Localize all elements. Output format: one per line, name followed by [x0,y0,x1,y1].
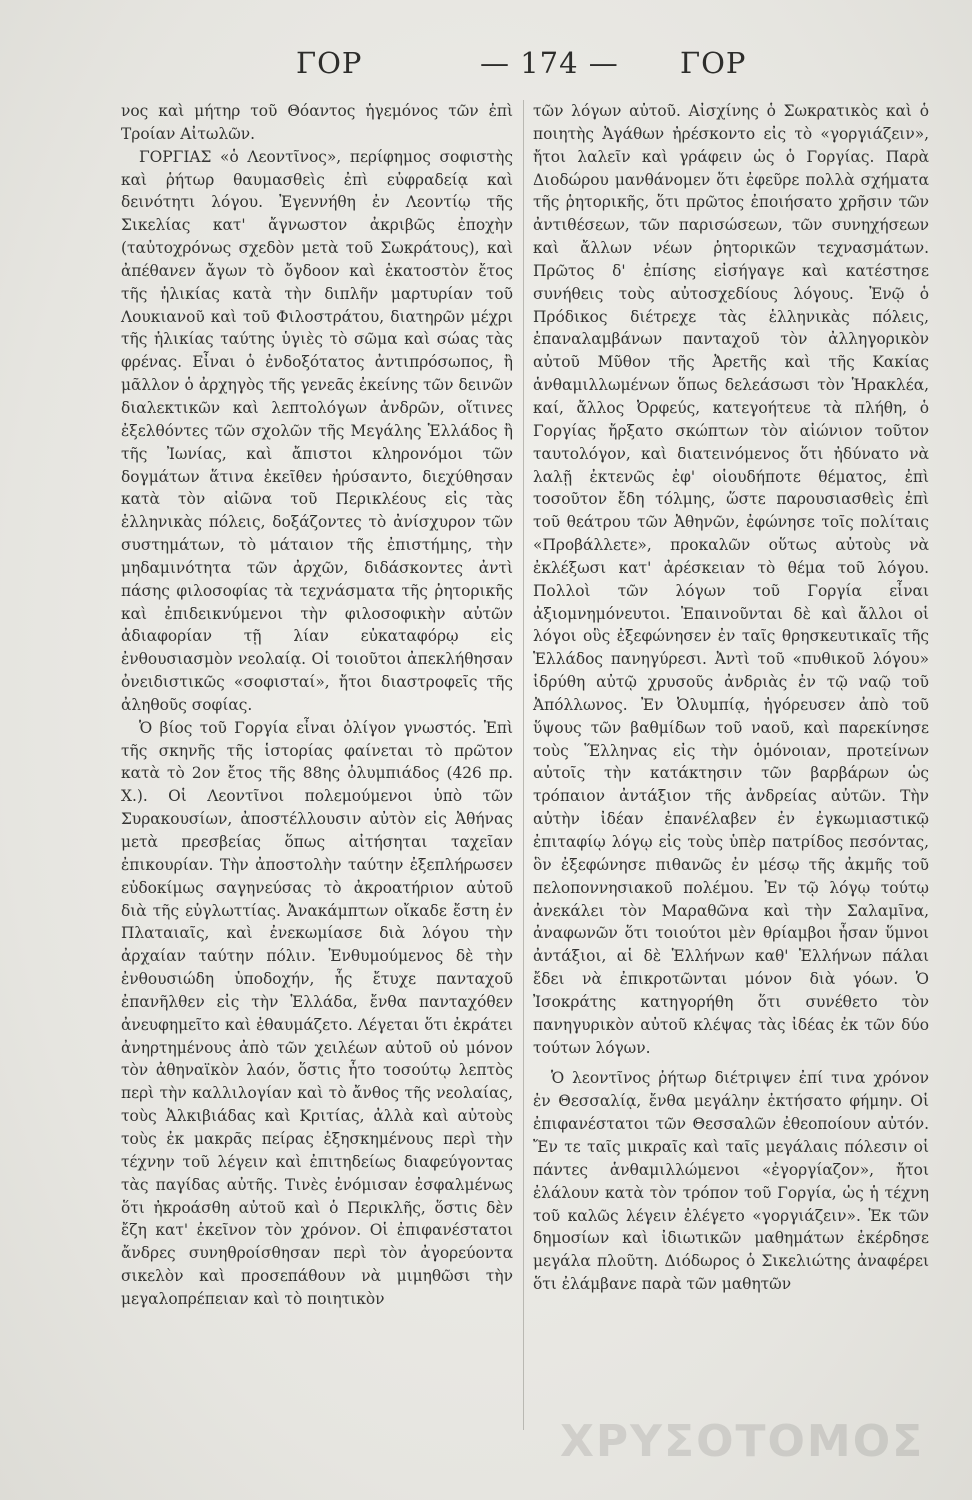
page-header [120,46,890,96]
running-head-left: ΓΟΡ [296,46,363,80]
right-column [533,100,929,1296]
page-number: — 174 — [480,46,619,80]
library-watermark: ΧΡΥΣΟΤΟΜΟΣ [560,1416,925,1467]
paragraph-continuation: νος καὶ μήτηρ τοῦ Θόαντος ἡγεμόνος τῶν ἐπὶ Τροίαν Αἰτωλῶν. [121,102,513,143]
left-column [121,100,513,1311]
column-divider [523,100,524,1430]
thessaly-paragraph: Ὁ λεοντῖνος ῥήτωρ διέτριψεν ἐπί τινα χρόνον ἐν Θεσσαλίᾳ, ἔνθα μεγάλην ἐκτήσατο φήμην. Οἱ ἐπιφανέστατοι τῶν Θεσσαλῶν ἐθεοποίουν αὐτόν. Ἔν τε ταῖς μικραῖς καὶ ταῖς μεγάλαις πόλεσιν οἱ πάντες ἁνθαμιλλώμενοι «ἐγοργίαζον», ἤτοι ἐλάλουν κατὰ τὸν τρόπον τοῦ Γοργία, ὡς ἡ τέχνη τοῦ καλῶς λέγειν ἐλέγετο «γοργιάζειν». Ἐκ τῶν δημοσίων καὶ ἰδιωτικῶν μαθημάτων ἐκέρδησε μεγάλα πλοῦτη. Διόδωρος ὁ Σικελιώτης ἀναφέρει ὅτι ἐλάμβανε παρὰ τῶν μαθητῶν [533,1069,929,1294]
paragraph-continuation-right: τῶν λόγων αὐτοῦ. Αἰσχίνης ὁ Σωκρατικὸς καὶ ὁ ποιητὴς Ἀγάθων ἠρέσκοντο εἰς τὸ «γοργιάζειν», ἤτοι λαλεῖν καὶ γράφειν ὡς ὁ Γοργίας. Παρὰ Διοδώρου μανθάνομεν ὅτι ἐφεῦρε πολλὰ σχήματα τῆς ῥητορικῆς, ὅτι πρῶτος ἐποιήσατο χρῆσιν τῶν ἀντιθέσεων, τῶν παρισώσεων, τῶν συνηχήσεων καὶ ἄλλων νέων ῥητορικῶν τεχνασμάτων. Πρῶτος δ' ἐπίσης εἰσήγαγε καὶ κατέστησε συνήθεις τοὺς αὐτοσχεδίους λόγους. Ἐνῷ ὁ Πρόδικος διέτρεχε τὰς ἑλληνικὰς πόλεις, ἐπαναλαμβάνων πανταχοῦ τὸν ἀλληγορικὸν αὐτοῦ Μῦθον τῆς Ἀρετῆς καὶ τῆς Κακίας ἁνθαμιλλωμένων ὅπως δελεάσωσι τὸν Ἡρακλέα, καί, ἄλλος Ὀρφεύς, κατεγοήτευε τὰ πλήθη, ὁ Γοργίας ἤρξατο σκώπτων τὸν αἰώνιον τοῦτον ταυτολόγον, καὶ διατεινόμενος ὅτι ἠδύνατο νὰ λαλῇ ἐκτενῶς ἐφ' οἱουδήποτε θέματος, ἐπὶ τοσοῦτον ἔδη τόλμης, ὥστε παρουσιασθεὶς ἐπὶ τοῦ θεάτρου τῶν Ἀθηνῶν, ἐφώνησε τοῖς πολίταις «Προβάλλετε», προκαλῶν οὕτως αὐτοὺς νὰ ἐκλέξωσι κατ' ἀρέσκειαν τὸ θέμα τοῦ λόγου. Πολλοὶ τῶν λόγων τοῦ Γοργία εἶναι ἀξιομνημόνευτοι. Ἐπαινοῦνται δὲ καὶ ἄλλοι οἱ λόγοι οὓς ἐξεφώνησεν ἐν ταῖς θρησκευτικαῖς τῆς Ἑλλάδος πανηγύρεσι. Ἀντὶ τοῦ «πυθικοῦ λόγου» ἱδρύθη αὐτῷ χρυσοῦς ἀνδριὰς ἐν τῷ ναῷ τοῦ Ἀπόλλωνος. Ἐν Ὀλυμπίᾳ, ἠγόρευσεν ἀπὸ τοῦ ὕψους τῶν βαθμίδων τοῦ ναοῦ, καὶ παρεκίνησε τοὺς Ἕλληνας εἰς τὴν ὁμόνοιαν, προτείνων αὐτοῖς τὴν κατάκτησιν τῶν βαρβάρων ὡς τρόπαιον ἀντάξιον τῆς ἀνδρείας αὐτῶν. Τὴν αὐτὴν ἰδέαν ἐπανέλαβεν ἐν ἐγκωμιαστικῷ ἐπιταφίῳ λόγῳ εἰς τοὺς ὑπὲρ πατρίδος πεσόντας, ὃν ἐξεφώνησε πιθανῶς ἐν μέσῳ τῆς ἀκμῆς τοῦ πελοποννησιακοῦ πολέμου. Ἐν τῷ λόγῳ τούτῳ ἀνεκάλει τὸν Μαραθῶνα καὶ τὴν Σαλαμῖνα, ἀναφωνῶν ὅτι τοιούτοι μὲν θρίαμβοι ἦσαν ὕμνοι ἀντάξιοι, αἱ δὲ Ἑλλήνων καθ' Ἑλλήνων πάλαι ἔδει νὰ ἐπικροτῶνται μόνον διὰ γόων. Ὁ Ἰσοκράτης κατηγορήθη ὅτι συνέθετο τὸν πανηγυρικὸν αὐτοῦ κλέψας τὰς ἰδέας ἐκ τῶν δύο τούτων λόγων. [533,102,929,1057]
entry-gorgias-paragraph: ΓΟΡΓΙΑΣ «ὁ Λεοντῖνος», περίφημος σοφιστὴς καὶ ῥήτωρ θαυμασθεὶς ἐπὶ εὐφραδείᾳ καὶ δεινότητι λόγου. Ἐγεννήθη ἐν Λεοντίῳ τῆς Σικελίας κατ' ἄγνωστον ἀκριβῶς ἐποχὴν (ταὐτοχρόνως σχεδὸν μετὰ τοῦ Σωκράτους), καὶ ἀπέθανεν ἄγων τὸ ὄγδοον καὶ ἑκατοστὸν ἔτος τῆς ἡλικίας κατὰ τὴν διπλῆν μαρτυρίαν τοῦ Λουκιανοῦ καὶ τοῦ Φιλοστράτου, διατηρῶν μέχρι τῆς ἡλικίας ταύτης ὑγιὲς τὸ σῶμα καὶ σώας τὰς φρένας. Εἶναι ὁ ἐνδοξότατος ἀντιπρόσωπος, ἢ μᾶλλον ὁ ἀρχηγὸς τῆς γενεᾶς ἐκείνης τῶν δεινῶν διαλεκτικῶν καὶ λεπτολόγων ἀνδρῶν, οἵτινες ἐξελθόντες τῶν σχολῶν τῆς Μεγάλης Ἑλλάδος ἢ τῆς Ἰωνίας, καὶ ἄπιστοι κληρονόμοι τῶν δογμάτων ἅτινα ἐκεῖθεν ἠρύσαντο, διεχύθησαν κατὰ τὸν αἰῶνα τοῦ Περικλέους εἰς τὰς ἑλληνικὰς πόλεις, δοξάζοντες τὸ ἀνίσχυρον τῶν συστημάτων, τὸ μάταιον τῆς ἐπιστήμης, τὴν μηδαμινότητα τῶν ἀρχῶν, διδάσκοντες ἀντὶ πάσης φιλοσοφίας τὰ τεχνάσματα τῆς ῥητορικῆς καὶ ἐπιδεικνύμενοι τὴν φιλοσοφικὴν αὐτῶν ἀδιαφορίαν τῇ λίαν εὐκαταφόρῳ εἰς ἐνθουσιασμὸν νεολαίᾳ. Οἱ τοιοῦτοι ἀπεκλήθησαν ὀνειδιστικῶς «σοφισταί», ἤτοι διαστροφεῖς τῆς ἀληθοῦς σοφίας. [121,147,513,714]
biography-paragraph: Ὁ βίος τοῦ Γοργία εἶναι ὀλίγον γνωστός. Ἐπὶ τῆς σκηνῆς τῆς ἱστορίας φαίνεται τὸ πρῶτον κατὰ τὸ 2ον ἔτος τῆς 88ης ὀλυμπιάδος (426 πρ. Χ.). Οἱ Λεοντῖνοι πολεμούμενοι ὑπὸ τῶν Συρακουσίων, ἀποστέλλουσιν αὐτὸν εἰς Ἀθήνας μετὰ πρεσβείας ὅπως αἰτήσηται ταχεῖαν ἐπικουρίαν. Τὴν ἀποστολὴν ταύτην ἐξεπλήρωσεν εὐδοκίμως σαγηνεύσας τὸ ἀκροατήριον αὐτοῦ διὰ τῆς εὐγλωττίας. Ἀνακάμπτων οἴκαδε ἔστη ἐν Πλαταιαῖς, καὶ ἐνεκωμίασε διὰ λόγου τὴν ἀρχαίαν ταύτην πόλιν. Ἐνθυμούμενος δὲ τὴν ἐνθουσιώδη ὑποδοχήν, ἧς ἔτυχε πανταχοῦ ἐπανῆλθεν εἰς τὴν Ἑλλάδα, ἔνθα πανταχόθεν ἀνευφημεῖτο καὶ ἐθαυμάζετο. Λέγεται ὅτι ἐκράτει ἀνηρτημένους ἀπὸ τῶν χειλέων αὐτοῦ οὐ μόνον τὸν ἀθηναϊκὸν λαόν, ὅστις ἦτο τοσούτῳ λεπτὸς περὶ τὴν καλλιλογίαν καὶ τὸ ἄνθος τῆς νεολαίας, τοὺς Ἀλκιβιάδας καὶ Κριτίας, ἀλλὰ καὶ αὐτοὺς τοὺς ἐκ μακρᾶς πείρας ἐξησκημένους περὶ τὴν τέχνην τοῦ λέγειν καὶ ἐπιτηδείως διαφεύγοντας τὰς παγίδας αὐτῆς. Τινὲς ἐνόμισαν ἐσφαλμένως ὅτι ἠκροάσθη αὐτοῦ καὶ ὁ Περικλῆς, ὅστις δὲν ἔζη κατ' ἐκεῖνον τὸν χρόνον. Οἱ ἐπιφανέστατοι ἄνδρες συνηθροίσθησαν περὶ τὸν ἀγορεύοντα σικελὸν καὶ προσεπάθουν νὰ μιμηθῶσι τὴν μεγαλοπρέπειαν καὶ τὸ ποιητικὸν [121,718,513,1308]
running-head-right: ΓΟΡ [680,46,747,80]
